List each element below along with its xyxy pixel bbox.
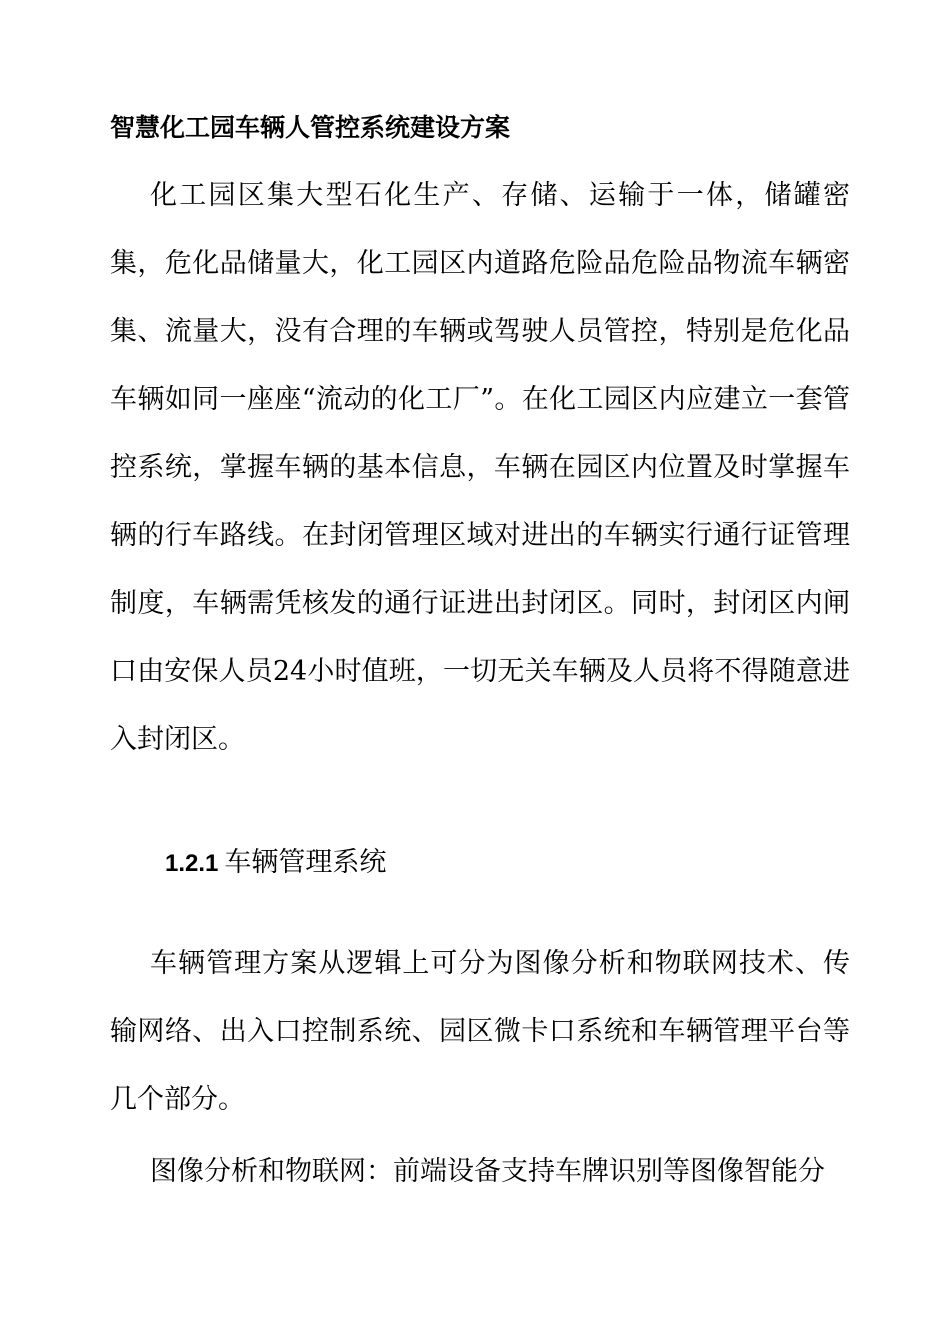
section-title: 车辆管理系统 [224,847,387,878]
document-title: 智慧化工园车辆人管控系统建设方案 [110,113,511,142]
section-heading [165,842,805,884]
body-paragraph-overview: 车辆管理方案从逻辑上可分为图像分析和物联网技术、传输网络、出入口控制系统、园区微卡口系统和车辆管理平台等几个部分。 [110,948,850,1115]
body-paragraph-image-analysis: 图像分析和物联网：前端设备支持车牌识别等图像智能分 [150,1156,825,1187]
section-number: 1.2.1 [165,850,219,877]
body-paragraph-intro: 化工园区集大型石化生产、存储、运输于一体，储罐密集，危化品储量大，化工园区内道路危险品危险品物流车辆密集、流量大，没有合理的车辆或驾驶人员管控，特别是危化品车辆如同一座座“流动的化工厂”。在化工园区内应建立一套管控系统，掌握车辆的基本信息，车辆在园区内位置及时掌握车辆的行车路线。在封闭管理区域对进出的车辆实行通行证管理制度，车辆需凭核发的通行证进出封闭区。同时，封闭区内闸口由安保人员24小时值班，一切无关车辆及人员将不得随意进入封闭区。 [110,180,850,755]
